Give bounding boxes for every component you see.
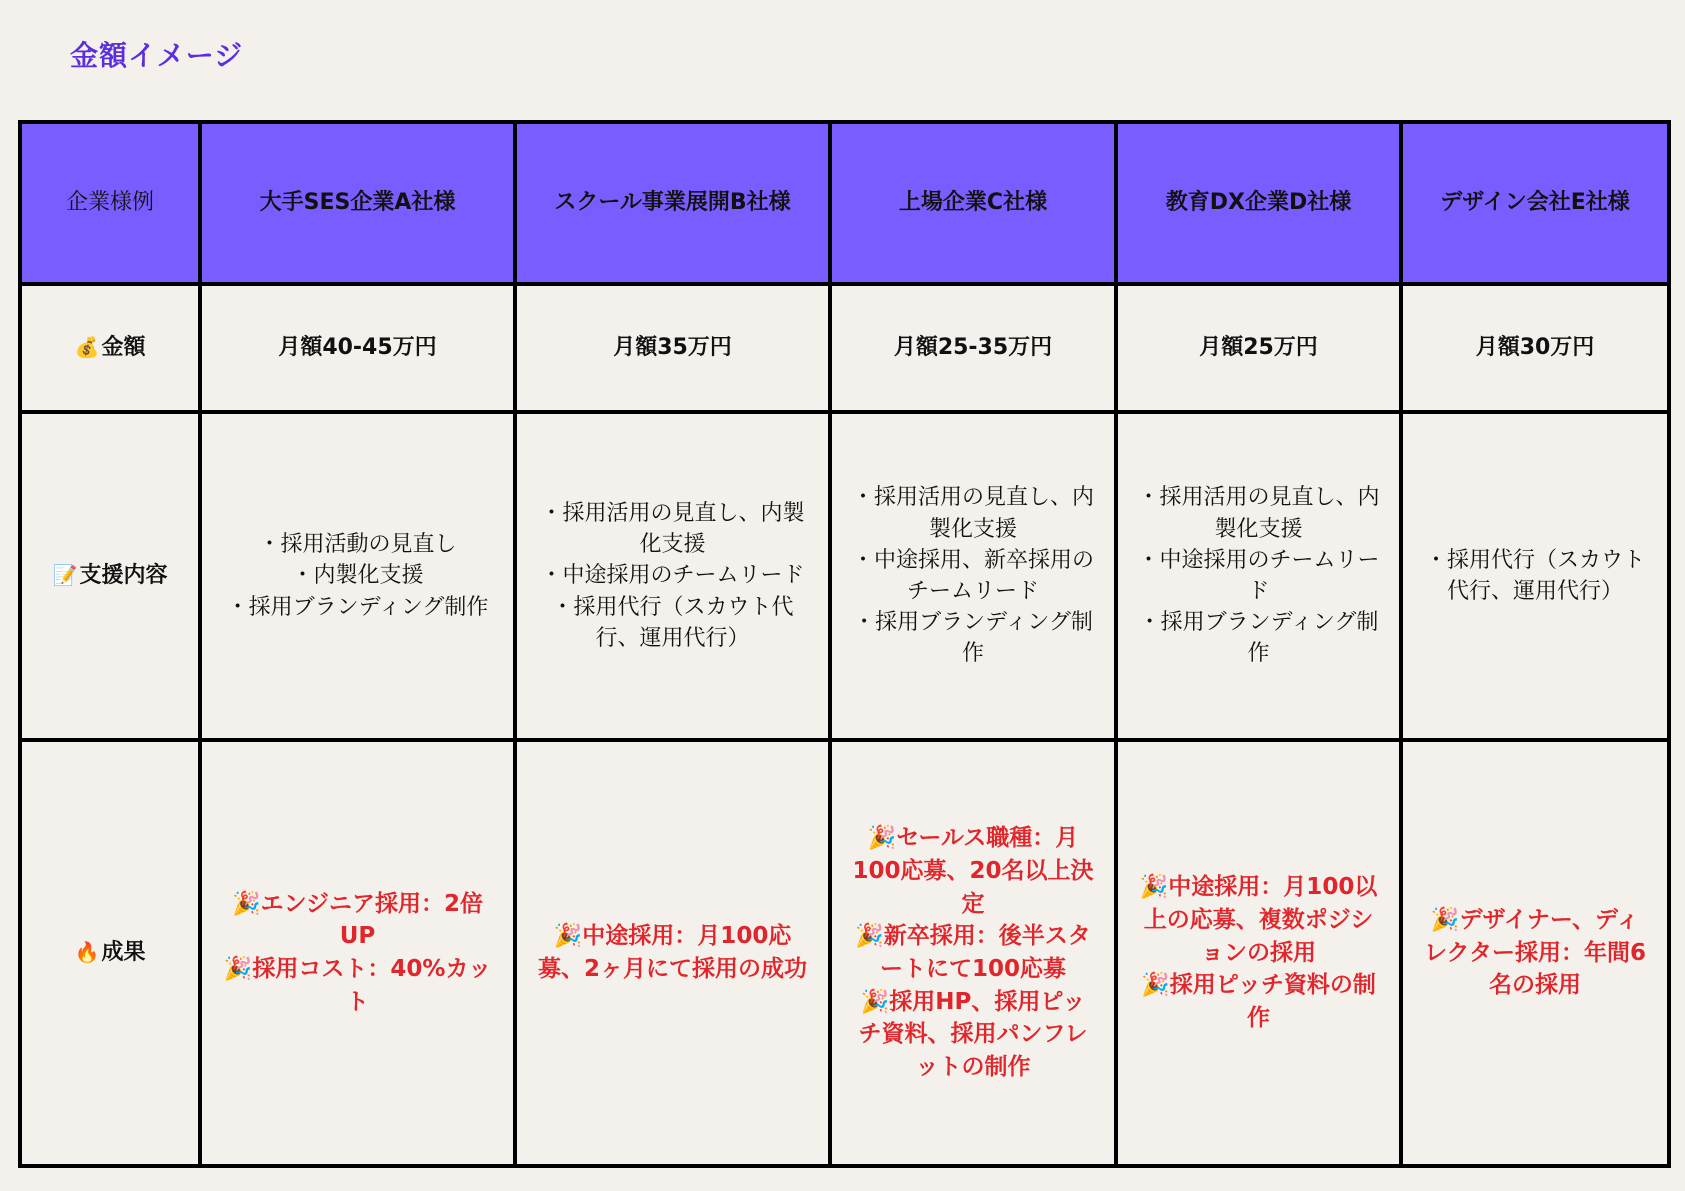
price-cell-c: 月額25-35万円 <box>830 284 1116 412</box>
header-label-cell: 企業様例 <box>20 122 200 284</box>
result-cell-e <box>1401 740 1669 1166</box>
result-item: 🎉採用ピッチ資料の制作 <box>1141 972 1376 1031</box>
result-item: 🎉エンジニア採用：2倍UP <box>231 890 484 950</box>
support-item: ・採用ブランディング制作 <box>1138 610 1379 667</box>
result-item: 🎉セールス職種：月100応募、20名以上決定 <box>852 825 1094 917</box>
row-label-result <box>20 740 200 1166</box>
row-label-support <box>20 412 200 740</box>
result-item: 🎉デザイナー、ディレクター採用：年間6名の採用 <box>1423 907 1647 999</box>
support-cell-d <box>1116 412 1401 740</box>
price-cell-d: 月額25万円 <box>1116 284 1401 412</box>
result-item: 🎉新卒採用：後半スタートにて100応募 <box>855 923 1091 982</box>
support-item: ・中途採用のチームリード <box>540 563 805 589</box>
company-header-b: スクール事業展開B社様 <box>515 122 830 284</box>
company-header-d: 教育DX企業D社様 <box>1116 122 1401 284</box>
support-cell-a <box>200 412 515 740</box>
row-label-support-text: 支援内容 <box>79 563 168 589</box>
price-cell-a: 月額40-45万円 <box>200 284 515 412</box>
memo-icon: 📝 <box>52 563 78 588</box>
fire-icon: 🔥 <box>74 940 100 965</box>
company-header-a: 大手SES企業A社様 <box>200 122 515 284</box>
support-item: ・採用ブランディング制作 <box>226 594 489 620</box>
support-item: ・採用ブランディング制作 <box>853 610 1093 667</box>
support-cell-e <box>1401 412 1669 740</box>
result-item: 🎉中途採用：月100以上の応募、複数ポジションの採用 <box>1139 874 1378 966</box>
support-item: ・採用活用の見直し、内製化支援 <box>540 500 805 558</box>
price-cell-b: 月額35万円 <box>515 284 830 412</box>
result-item: 🎉採用HP、採用ピッチ資料、採用パンフレットの制作 <box>858 988 1088 1080</box>
support-cell-c <box>830 412 1116 740</box>
row-label-price <box>20 284 200 412</box>
company-header-e: デザイン会社E社様 <box>1401 122 1669 284</box>
result-cell-c <box>830 740 1116 1166</box>
support-item: ・採用代行（スカウト代行、運用代行） <box>1424 547 1645 604</box>
result-item: 🎉中途採用：月100応募、2ヶ月にて採用の成功 <box>537 923 807 982</box>
row-label-result-text: 成果 <box>101 940 146 966</box>
result-cell-d <box>1116 740 1401 1166</box>
support-item: ・中途採用のチームリード <box>1137 547 1380 604</box>
table-row-support <box>20 412 1669 740</box>
price-cell-e: 月額30万円 <box>1401 284 1669 412</box>
company-header-c: 上場企業C社様 <box>830 122 1116 284</box>
support-item: ・採用活動の見直し <box>258 532 457 558</box>
support-item: ・内製化支援 <box>291 563 424 589</box>
table-row-result <box>20 740 1669 1166</box>
result-cell-b <box>515 740 830 1166</box>
support-item: ・採用活用の見直し、内製化支援 <box>851 485 1094 542</box>
table-row-price <box>20 284 1669 412</box>
support-cell-b <box>515 412 830 740</box>
support-item: ・採用代行（スカウト代行、運用代行） <box>551 594 794 651</box>
result-cell-a <box>200 740 515 1166</box>
pricing-comparison-table <box>18 120 1671 1168</box>
support-item: ・採用活用の見直し、内製化支援 <box>1137 485 1380 542</box>
row-label-price-text: 金額 <box>101 335 146 361</box>
table-header-row <box>20 122 1669 284</box>
page-title: 金額イメージ <box>70 39 244 72</box>
support-item: ・中途採用、新卒採用のチームリード <box>851 547 1094 604</box>
result-item: 🎉採用コスト：40%カット <box>223 956 492 1015</box>
money-bag-icon: 💰 <box>74 335 100 360</box>
